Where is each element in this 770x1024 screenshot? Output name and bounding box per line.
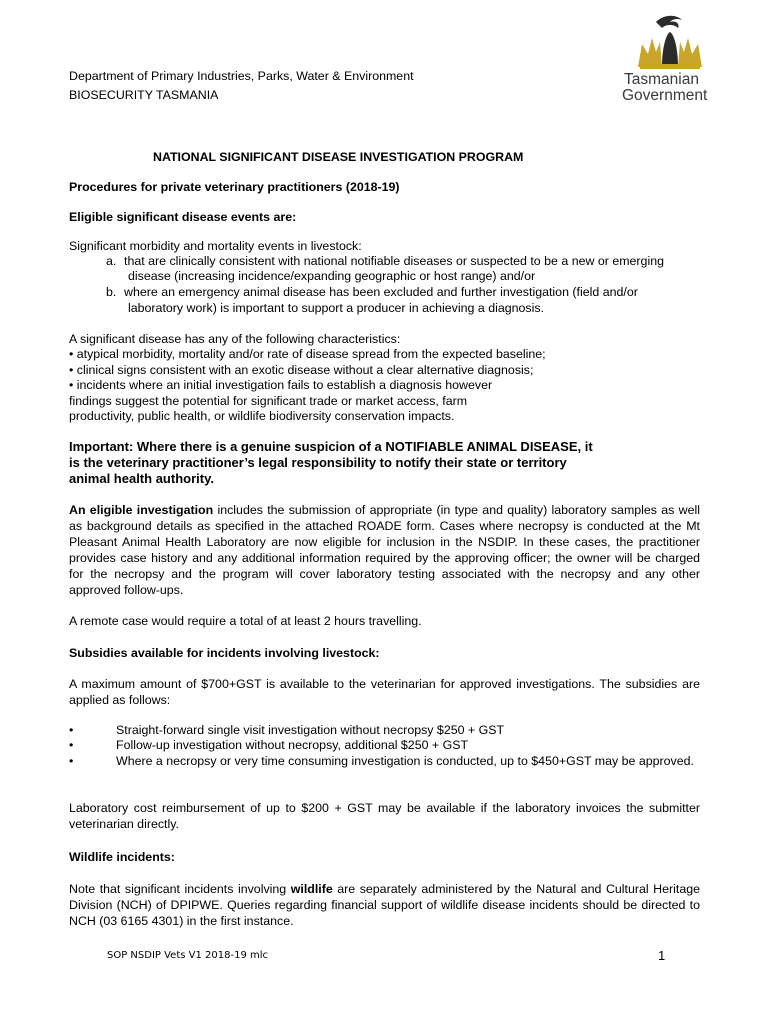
subsidy-item-2: Follow-up investigation without necropsy, additional $250 + GST [116, 738, 469, 752]
characteristics-intro: A significant disease has any of the following characteristics: [69, 332, 401, 346]
logo-text-government: Government [622, 87, 708, 104]
wildlife-text-post: are separately administered by the Natural and Cultural Heritage Division (NCH) of DPIPWE. Queries regarding financial support of wildlife disease incidents should be directed to NCH (03 6165 4301) in the first instance. [69, 882, 701, 928]
eligible-heading: Eligible significant disease events are: [69, 210, 297, 224]
wildlife-text-bold: wildlife [290, 882, 333, 896]
investigation-text: includes the submission of appropriate (in type and quality) laboratory samples as well as background details as specified in the attached ROADE form. Cases where necropsy is conducted at the Mt Pleasant Animal Health Laboratory are now eligible for inclusion in the NSDIP. In these cases, the practitioner provides case history and any additional information required by the approving officer; the owner will be charged for the necropsy and the program will cover laboratory testing associated with the necropsy and any other approved follow-ups. [69, 503, 700, 597]
page-title: NATIONAL SIGNIFICANT DISEASE INVESTIGATION PROGRAM [153, 150, 524, 164]
event-a-line2: disease (increasing incidence/expanding geographic or host range) and/or [128, 269, 536, 283]
page-number: 1 [658, 948, 666, 963]
characteristic-item-1: • atypical morbidity, mortality and/or rate of disease spread from the expected baseline; [69, 347, 546, 361]
logo-text-tasmanian: Tasmanian [624, 71, 699, 88]
thylacine-body-icon [662, 32, 678, 67]
investigation-paragraph [69, 502, 700, 598]
unit-name: BIOSECURITY TASMANIA [69, 88, 219, 102]
important-line-1: Important: Where there is a genuine suspicion of a NOTIFIABLE ANIMAL DISEASE, it [69, 439, 593, 454]
event-b-line1: where an emergency animal disease has been excluded and further investigation (field and/or [124, 285, 638, 299]
wildlife-heading: Wildlife incidents: [69, 850, 175, 864]
event-b-line2: laboratory work) is important to support a producer in achieving a diagnosis. [128, 301, 544, 315]
footer-doc-ref: SOP NSDIP Vets V1 2018-19 mlc [107, 950, 269, 961]
wildlife-text-pre: Note that significant incidents involving [69, 882, 291, 896]
lab-reimbursement-text: Laboratory cost reimbursement of up to $200 + GST may be available if the laboratory invoices the submitter veterinarian directly. [69, 801, 700, 831]
events-intro: Significant morbidity and mortality events in livestock: [69, 239, 362, 253]
thylacine-head-icon [656, 16, 682, 28]
crown-base-icon [640, 64, 700, 69]
tasmanian-government-logo [616, 12, 726, 72]
event-a-marker: a. [106, 254, 117, 268]
subsidy-bullet-2: • [69, 738, 74, 752]
characteristic-item-3: • incidents where an initial investigation fails to establish a diagnosis however [69, 378, 493, 392]
subsidies-intro: A maximum amount of $700+GST is available to the veterinarian for approved investigations. The subsidies are applied as follows: [69, 677, 700, 707]
event-b-marker: b. [106, 285, 117, 299]
characteristic-item-3-cont2: productivity, public health, or wildlife biodiversity conservation impacts. [69, 409, 455, 423]
subtitle: Procedures for private veterinary practitioners (2018-19) [69, 180, 400, 194]
investigation-lead: An eligible investigation [69, 503, 214, 517]
characteristic-item-3-cont1: findings suggest the potential for significant trade or market access, farm [69, 394, 468, 408]
important-line-3: animal health authority. [69, 471, 214, 486]
subsidy-bullet-3: • [69, 754, 74, 768]
remote-case-text: A remote case would require a total of at least 2 hours travelling. [69, 614, 422, 628]
event-a-line1: that are clinically consistent with national notifiable diseases or suspected to be a new or emerging [124, 254, 664, 268]
important-line-2: is the veterinary practitioner’s legal responsibility to notify their state or territory [69, 455, 567, 470]
subsidies-heading: Subsidies available for incidents involving livestock: [69, 646, 380, 660]
subsidy-bullet-1: • [69, 723, 74, 737]
subsidy-item-3: Where a necropsy or very time consuming investigation is conducted, up to $450+GST may be approved. [116, 754, 694, 768]
subsidy-item-1: Straight-forward single visit investigation without necropsy $250 + GST [116, 723, 505, 737]
characteristic-item-2: • clinical signs consistent with an exotic disease without a clear alternative diagnosis; [69, 363, 534, 377]
crown-left-icon [638, 38, 662, 67]
wildlife-paragraph [69, 881, 700, 929]
crown-right-icon [678, 38, 702, 67]
department-name: Department of Primary Industries, Parks, Water & Environment [69, 69, 414, 83]
